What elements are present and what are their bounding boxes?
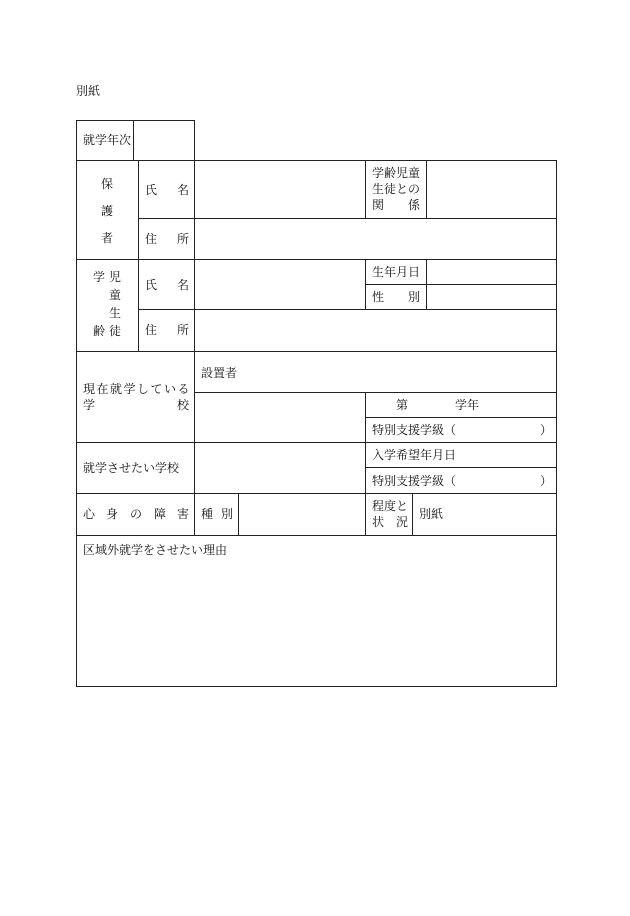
guardian-char-2: 護 xyxy=(100,204,113,218)
entry-date-label: 入学希望年月日 xyxy=(372,448,457,462)
establisher-label: 設置者 xyxy=(201,366,238,380)
current-special-class-label: 特別支援学級（ xyxy=(372,423,457,437)
student-address-field[interactable] xyxy=(194,309,557,352)
relation-label-line3b: 係 xyxy=(408,198,421,212)
disability-char-2: 身 xyxy=(106,507,119,521)
desired-special-class-label: 特別支援学級（ xyxy=(372,474,457,488)
student-char-sei: 生 xyxy=(108,306,121,320)
student-name-label-1: 氏 xyxy=(145,278,158,292)
guardian-name-field[interactable] xyxy=(194,160,366,219)
guardian-char-1: 保 xyxy=(100,177,113,191)
school-year-value-cell[interactable] xyxy=(133,120,195,161)
student-char-to: 徒 xyxy=(108,324,121,338)
annex-label: 別紙 xyxy=(76,84,101,98)
grade-label-b: 学年 xyxy=(455,398,480,412)
disability-char-3: の xyxy=(130,507,143,521)
guardian-name-label-2: 名 xyxy=(177,183,190,197)
student-char-dou: 童 xyxy=(108,288,121,302)
guardian-address-label-1: 住 xyxy=(145,232,158,246)
relation-label-line2: 生徒との xyxy=(372,182,421,196)
type-label-2: 別 xyxy=(221,507,234,521)
degree-value: 別紙 xyxy=(419,507,444,521)
disability-char-4: 障 xyxy=(154,507,167,521)
type-field[interactable] xyxy=(238,493,366,536)
desired-special-class-close: ） xyxy=(540,474,553,488)
desired-school-label: 就学させたい学校 xyxy=(83,461,180,475)
guardian-char-3: 者 xyxy=(100,231,113,245)
type-label-1: 種 xyxy=(201,507,214,521)
student-address-label-1: 住 xyxy=(145,323,158,337)
student-char-rei: 齢 xyxy=(92,324,105,338)
current-special-class-close: ） xyxy=(540,423,553,437)
current-school-label-line2a: 学 xyxy=(83,398,96,412)
current-school-label-line2b: 校 xyxy=(177,398,190,412)
relation-label-line1: 学齢児童 xyxy=(372,166,421,180)
birth-field[interactable] xyxy=(426,259,557,285)
grade-label-a: 第 xyxy=(396,398,409,412)
relation-label-line3a: 関 xyxy=(372,198,385,212)
current-school-label-cell xyxy=(76,351,195,443)
student-name-label-2: 名 xyxy=(177,278,190,292)
birth-label: 生年月日 xyxy=(372,265,421,279)
degree-label-line1: 程度と xyxy=(372,499,409,513)
establisher-cell[interactable] xyxy=(194,351,557,393)
guardian-address-field[interactable] xyxy=(194,218,557,260)
degree-label-line2b: 況 xyxy=(396,515,409,529)
student-char-gaku: 学 xyxy=(92,270,105,284)
current-school-name-field[interactable] xyxy=(194,392,366,443)
student-name-field[interactable] xyxy=(194,259,366,310)
gender-label-1: 性 xyxy=(372,290,385,304)
gender-field[interactable] xyxy=(426,284,557,310)
gender-label-2: 別 xyxy=(408,290,421,304)
disability-char-5: 害 xyxy=(177,507,190,521)
degree-label-line2a: 状 xyxy=(372,515,385,529)
relation-field[interactable] xyxy=(426,160,557,219)
student-char-ji: 児 xyxy=(108,270,121,284)
reason-field[interactable] xyxy=(76,535,557,687)
desired-school-name-field[interactable] xyxy=(194,442,366,494)
student-address-label-2: 所 xyxy=(177,323,190,337)
current-school-label-line1: 現在就学している xyxy=(83,382,192,396)
reason-label: 区域外就学をさせたい理由 xyxy=(83,543,228,557)
school-year-label: 就学年次 xyxy=(83,133,132,147)
guardian-address-label-2: 所 xyxy=(177,232,190,246)
disability-char-1: 心 xyxy=(83,507,96,521)
guardian-name-label-1: 氏 xyxy=(145,183,158,197)
